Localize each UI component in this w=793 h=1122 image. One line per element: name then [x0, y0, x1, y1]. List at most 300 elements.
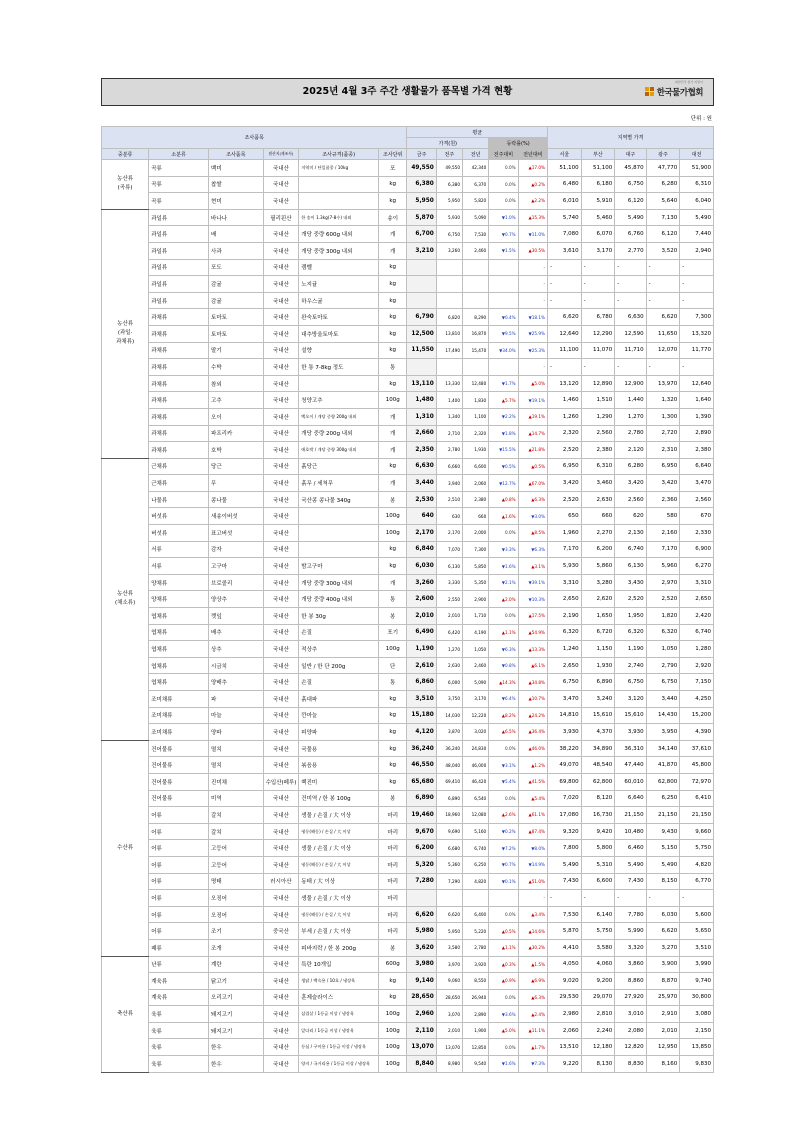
- regional-price-cell: 1,050: [646, 641, 680, 658]
- unit-cell: 100g: [379, 1022, 407, 1039]
- item-name-cell: 새송이버섯: [209, 508, 264, 525]
- unit-cell: kg: [379, 541, 407, 558]
- spec-cell: 손질: [299, 674, 379, 691]
- regional-price-cell: 6,950: [646, 458, 680, 475]
- origin-cell: 국내산: [263, 259, 299, 276]
- regional-price-cell: 45,870: [615, 160, 646, 177]
- origin-cell: 국내산: [263, 176, 299, 193]
- unit-cell: kg: [379, 707, 407, 724]
- last-week-price-cell: 6,890: [436, 790, 462, 807]
- table-row: [102, 1006, 714, 1023]
- last-week-price-cell: 1,340: [436, 408, 462, 425]
- vs-last-year-cell: ▲6.1%: [518, 657, 547, 674]
- vs-last-year-cell: -: [518, 359, 547, 376]
- spec-cell: 적상추: [299, 641, 379, 658]
- unit-cell: 100g: [379, 1006, 407, 1023]
- regional-price-cell: 7,440: [680, 226, 714, 243]
- header-major: 중분류: [102, 149, 149, 160]
- regional-price-cell: 3,930: [615, 724, 646, 741]
- regional-price-cell: 3,120: [615, 691, 646, 708]
- vs-last-year-cell: ▼18.1%: [518, 309, 547, 326]
- regional-price-cell: 6,180: [581, 176, 615, 193]
- regional-price-cell: 1,190: [615, 641, 646, 658]
- table-row: [102, 458, 714, 475]
- regional-price-cell: 2,190: [548, 608, 582, 625]
- regional-price-cell: 5,930: [548, 558, 582, 575]
- regional-price-cell: -: [615, 890, 646, 907]
- regional-price-cell: 5,750: [680, 840, 714, 857]
- regional-price-cell: 11,770: [680, 342, 714, 359]
- table-row: [102, 558, 714, 575]
- regional-price-cell: 5,750: [581, 923, 615, 940]
- vs-last-year-cell: ▲3.4%: [518, 906, 547, 923]
- last-year-price-cell: 5,850: [463, 558, 489, 575]
- origin-cell: 국내산: [263, 674, 299, 691]
- unit-cell: 마리: [379, 873, 407, 890]
- regional-price-cell: -: [548, 276, 582, 293]
- spec-cell: 동태 / 大 이상: [299, 873, 379, 890]
- this-week-price-cell: 9,140: [407, 973, 436, 990]
- spec-cell: 노지귤: [299, 276, 379, 293]
- vs-last-year-cell: ▲1.2%: [518, 757, 547, 774]
- item-name-cell: 양배추: [209, 674, 264, 691]
- last-week-price-cell: 6,750: [436, 226, 462, 243]
- regional-price-cell: 2,520: [615, 591, 646, 608]
- vs-last-year-cell: ▲10.7%: [518, 691, 547, 708]
- regional-price-cell: 37,610: [680, 740, 714, 757]
- regional-price-cell: 30,800: [680, 989, 714, 1006]
- regional-price-cell: -: [680, 890, 714, 907]
- regional-price-cell: 8,120: [581, 790, 615, 807]
- regional-price-cell: 8,830: [615, 1056, 646, 1073]
- last-year-price-cell: 1,050: [463, 641, 489, 658]
- report-page: [101, 78, 714, 1073]
- regional-price-cell: 6,750: [615, 674, 646, 691]
- vs-last-week-cell: ▼0.7%: [489, 226, 518, 243]
- regional-price-cell: 5,990: [615, 923, 646, 940]
- regional-price-cell: 13,120: [548, 375, 582, 392]
- minor-category-cell: 난류: [149, 956, 209, 973]
- table-row: [102, 989, 714, 1006]
- spec-cell: 깐마늘: [299, 707, 379, 724]
- regional-price-cell: 7,130: [646, 209, 680, 226]
- table-row: [102, 408, 714, 425]
- regional-price-cell: 5,650: [680, 923, 714, 940]
- table-row: [102, 209, 714, 226]
- item-name-cell: 고추: [209, 392, 264, 409]
- regional-price-cell: 15,200: [680, 707, 714, 724]
- regional-price-cell: 1,960: [548, 525, 582, 542]
- regional-price-cell: 1,270: [615, 408, 646, 425]
- minor-category-cell: 과일류: [149, 226, 209, 243]
- table-row: [102, 160, 714, 177]
- origin-cell: 국내산: [263, 160, 299, 177]
- origin-cell: 국내산: [263, 906, 299, 923]
- regional-price-cell: 650: [548, 508, 582, 525]
- regional-price-cell: 6,120: [615, 193, 646, 210]
- regional-price-cell: 6,250: [646, 790, 680, 807]
- spec-cell: 개당 중량 200g 내외: [299, 425, 379, 442]
- regional-price-cell: 2,130: [615, 525, 646, 542]
- vs-last-year-cell: ▲6.9%: [518, 973, 547, 990]
- last-week-price-cell: [436, 890, 462, 907]
- unit-cell: kg: [379, 724, 407, 741]
- spec-cell: 밤고구마: [299, 558, 379, 575]
- vs-last-week-cell: ▲6.5%: [489, 724, 518, 741]
- regional-price-cell: 12,590: [615, 325, 646, 342]
- unit-cell: kg: [379, 375, 407, 392]
- last-year-price-cell: 3,170: [463, 691, 489, 708]
- regional-price-cell: 21,150: [680, 807, 714, 824]
- minor-category-cell: 과채류: [149, 442, 209, 459]
- vs-last-week-cell: ▼15.5%: [489, 442, 518, 459]
- last-week-price-cell: 2,510: [436, 491, 462, 508]
- this-week-price-cell: 28,650: [407, 989, 436, 1006]
- minor-category-cell: 어류: [149, 873, 209, 890]
- table-row: [102, 956, 714, 973]
- spec-cell: 개당 중량 400g 내외: [299, 591, 379, 608]
- major-category-cell: 축산류: [102, 956, 149, 1072]
- regional-price-cell: 3,950: [646, 724, 680, 741]
- item-name-cell: 감자: [209, 541, 264, 558]
- regional-price-cell: 6,900: [680, 541, 714, 558]
- regional-price-cell: -: [548, 259, 582, 276]
- regional-price-cell: 3,860: [615, 956, 646, 973]
- vs-last-year-cell: ▲67.0%: [518, 475, 547, 492]
- vs-last-week-cell: 0.0%: [489, 608, 518, 625]
- last-week-price-cell: 6,820: [436, 309, 462, 326]
- spec-cell: [299, 176, 379, 193]
- item-name-cell: 참외: [209, 375, 264, 392]
- regional-price-cell: 5,490: [680, 209, 714, 226]
- logo-mark-icon: [645, 87, 655, 97]
- unit-cell: 통: [379, 359, 407, 376]
- last-year-price-cell: 6,600: [463, 458, 489, 475]
- regional-price-cell: 2,080: [615, 1022, 646, 1039]
- header-minor: 소분류: [149, 149, 209, 160]
- vs-last-year-cell: ▲21.8%: [518, 442, 547, 459]
- regional-price-cell: 12,820: [615, 1039, 646, 1056]
- last-week-price-cell: 2,010: [436, 608, 462, 625]
- this-week-price-cell: 2,960: [407, 1006, 436, 1023]
- this-week-price-cell: 65,680: [407, 773, 436, 790]
- vs-last-year-cell: ▲61.1%: [518, 807, 547, 824]
- regional-price-cell: 2,560: [581, 425, 615, 442]
- table-row: [102, 790, 714, 807]
- vs-last-year-cell: ▲24.2%: [518, 707, 547, 724]
- regional-price-cell: 2,940: [680, 242, 714, 259]
- regional-price-cell: 2,770: [615, 242, 646, 259]
- regional-price-cell: 1,290: [581, 408, 615, 425]
- vs-last-year-cell: -: [518, 276, 547, 293]
- regional-price-cell: 14,430: [646, 707, 680, 724]
- regional-price-cell: 6,280: [615, 458, 646, 475]
- vs-last-year-cell: ▲6.3%: [518, 491, 547, 508]
- regional-price-cell: 4,050: [548, 956, 582, 973]
- item-name-cell: 딸기: [209, 342, 264, 359]
- last-year-price-cell: 5,820: [463, 193, 489, 210]
- item-name-cell: 계란: [209, 956, 264, 973]
- regional-price-cell: 6,320: [646, 624, 680, 641]
- item-name-cell: 양파: [209, 724, 264, 741]
- origin-cell: 국내산: [263, 491, 299, 508]
- this-week-price-cell: 2,110: [407, 1022, 436, 1039]
- regional-price-cell: 11,070: [581, 342, 615, 359]
- spec-cell: 백진미: [299, 773, 379, 790]
- spec-cell: 냉동(해동) / 손질 / 大 이상: [299, 856, 379, 873]
- minor-category-cell: 과채류: [149, 375, 209, 392]
- regional-price-cell: 5,600: [680, 906, 714, 923]
- item-name-cell: 감귤: [209, 276, 264, 293]
- last-year-price-cell: 5,160: [463, 823, 489, 840]
- regional-price-cell: 47,440: [615, 757, 646, 774]
- vs-last-year-cell: ▲51.0%: [518, 873, 547, 890]
- item-name-cell: 무: [209, 475, 264, 492]
- unit-cell: 포: [379, 160, 407, 177]
- item-name-cell: 진미채: [209, 773, 264, 790]
- minor-category-cell: 건어물류: [149, 757, 209, 774]
- regional-price-cell: 13,850: [680, 1039, 714, 1056]
- vs-last-week-cell: 0.0%: [489, 176, 518, 193]
- vs-last-year-cell: ▲36.4%: [518, 724, 547, 741]
- regional-price-cell: 5,490: [646, 856, 680, 873]
- vs-last-week-cell: ▼1.5%: [489, 242, 518, 259]
- item-name-cell: 수박: [209, 359, 264, 376]
- vs-last-week-cell: ▲0.9%: [489, 973, 518, 990]
- vs-last-year-cell: ▲30.2%: [518, 939, 547, 956]
- regional-price-cell: -: [615, 259, 646, 276]
- minor-category-cell: 과일류: [149, 209, 209, 226]
- regional-price-cell: -: [680, 276, 714, 293]
- vs-last-year-cell: ▼10.3%: [518, 591, 547, 608]
- regional-price-cell: 2,980: [548, 1006, 582, 1023]
- regional-price-cell: 3,320: [615, 939, 646, 956]
- vs-last-week-cell: [489, 292, 518, 309]
- last-week-price-cell: 3,330: [436, 574, 462, 591]
- spec-cell: 생물 / 손질 / 大 이상: [299, 807, 379, 824]
- spec-cell: 생물 / 손질 / 大 이상: [299, 840, 379, 857]
- minor-category-cell: 과채류: [149, 325, 209, 342]
- regional-price-cell: 8,150: [646, 873, 680, 890]
- regional-price-cell: 16,730: [581, 807, 615, 824]
- regional-price-cell: 3,280: [581, 574, 615, 591]
- unit-cell: 포기: [379, 624, 407, 641]
- this-week-price-cell: 6,860: [407, 674, 436, 691]
- minor-category-cell: 근채류: [149, 475, 209, 492]
- spec-cell: 청양고추: [299, 392, 379, 409]
- this-week-price-cell: 5,980: [407, 923, 436, 940]
- origin-cell: 국내산: [263, 442, 299, 459]
- minor-category-cell: 계육류: [149, 989, 209, 1006]
- logo-name: 한국물가협회: [656, 88, 703, 98]
- origin-cell: 국내산: [263, 608, 299, 625]
- title-bar: [101, 78, 714, 106]
- regional-price-cell: 3,010: [615, 1006, 646, 1023]
- unit-cell: 100g: [379, 525, 407, 542]
- unit-cell: 마리: [379, 923, 407, 940]
- item-name-cell: 호박: [209, 442, 264, 459]
- origin-cell: 국내산: [263, 558, 299, 575]
- regional-price-cell: 6,950: [548, 458, 582, 475]
- item-name-cell: 브로콜리: [209, 574, 264, 591]
- major-category-cell: 농산류 (곡류): [102, 160, 149, 210]
- regional-price-cell: 1,300: [646, 408, 680, 425]
- vs-last-year-cell: ▲0.5%: [518, 458, 547, 475]
- item-name-cell: 오징어: [209, 890, 264, 907]
- this-week-price-cell: 3,210: [407, 242, 436, 259]
- regional-price-cell: 4,390: [680, 724, 714, 741]
- unit-cell: 마리: [379, 890, 407, 907]
- regional-price-cell: 3,080: [680, 1006, 714, 1023]
- this-week-price-cell: 5,320: [407, 856, 436, 873]
- minor-category-cell: 조미채류: [149, 691, 209, 708]
- regional-price-cell: 9,200: [581, 973, 615, 990]
- minor-category-cell: 어류: [149, 840, 209, 857]
- item-name-cell: 오리고기: [209, 989, 264, 1006]
- this-week-price-cell: 3,260: [407, 574, 436, 591]
- regional-price-cell: 29,070: [581, 989, 615, 1006]
- last-week-price-cell: 1,270: [436, 641, 462, 658]
- regional-price-cell: 5,800: [581, 840, 615, 857]
- table-row: [102, 342, 714, 359]
- origin-cell: 국내산: [263, 1022, 299, 1039]
- last-week-price-cell: 14,030: [436, 707, 462, 724]
- last-year-price-cell: 2,900: [463, 591, 489, 608]
- this-week-price-cell: 6,200: [407, 840, 436, 857]
- origin-cell: 국내산: [263, 508, 299, 525]
- regional-price-cell: 2,630: [581, 491, 615, 508]
- regional-price-cell: 2,310: [646, 442, 680, 459]
- origin-cell: 국내산: [263, 973, 299, 990]
- minor-category-cell: 계육류: [149, 973, 209, 990]
- regional-price-cell: 1,440: [615, 392, 646, 409]
- last-week-price-cell: 18,960: [436, 807, 462, 824]
- this-week-price-cell: 6,620: [407, 906, 436, 923]
- last-year-price-cell: [463, 292, 489, 309]
- vs-last-year-cell: ▲17.5%: [518, 608, 547, 625]
- last-week-price-cell: 6,380: [436, 176, 462, 193]
- vs-last-week-cell: ▲0.8%: [489, 491, 518, 508]
- regional-price-cell: 6,740: [680, 624, 714, 641]
- this-week-price-cell: 2,350: [407, 442, 436, 459]
- last-year-price-cell: 12,850: [463, 1039, 489, 1056]
- unit-cell: 마리: [379, 840, 407, 857]
- table-row: [102, 292, 714, 309]
- regional-price-cell: 6,280: [646, 176, 680, 193]
- item-name-cell: 바나나: [209, 209, 264, 226]
- origin-cell: 국내산: [263, 591, 299, 608]
- last-year-price-cell: 3,920: [463, 956, 489, 973]
- last-week-price-cell: 3,970: [436, 956, 462, 973]
- regional-price-cell: 8,160: [646, 1056, 680, 1073]
- regional-price-cell: 6,270: [680, 558, 714, 575]
- regional-price-cell: -: [548, 890, 582, 907]
- regional-price-cell: 6,120: [646, 226, 680, 243]
- unit-note: 단위 : 원: [690, 116, 712, 122]
- last-week-price-cell: 6,130: [436, 558, 462, 575]
- vs-last-year-cell: ▲19.1%: [518, 408, 547, 425]
- vs-last-week-cell: ▼3.6%: [489, 1006, 518, 1023]
- last-week-price-cell: 69,410: [436, 773, 462, 790]
- origin-cell: 국내산: [263, 790, 299, 807]
- regional-price-cell: 9,420: [581, 823, 615, 840]
- this-week-price-cell: 13,070: [407, 1039, 436, 1056]
- regional-price-cell: 2,520: [646, 591, 680, 608]
- vs-last-year-cell: ▲15.3%: [518, 209, 547, 226]
- vs-last-week-cell: ▲0.3%: [489, 956, 518, 973]
- vs-last-week-cell: [489, 259, 518, 276]
- item-name-cell: 고등어: [209, 840, 264, 857]
- regional-price-cell: 1,650: [581, 608, 615, 625]
- minor-category-cell: 육류: [149, 1039, 209, 1056]
- unit-cell: 봉: [379, 939, 407, 956]
- regional-price-cell: 3,420: [615, 475, 646, 492]
- item-name-cell: 오징어: [209, 906, 264, 923]
- regional-price-cell: 2,240: [581, 1022, 615, 1039]
- regional-price-cell: 6,040: [680, 193, 714, 210]
- regional-price-cell: 5,460: [581, 209, 615, 226]
- unit-cell: kg: [379, 292, 407, 309]
- table-row: [102, 641, 714, 658]
- origin-cell: 국내산: [263, 276, 299, 293]
- origin-cell: 국내산: [263, 541, 299, 558]
- last-year-price-cell: 1,930: [463, 442, 489, 459]
- vs-last-week-cell: ▼3.3%: [489, 541, 518, 558]
- minor-category-cell: 어류: [149, 807, 209, 824]
- this-week-price-cell: 12,500: [407, 325, 436, 342]
- regional-price-cell: 9,740: [680, 973, 714, 990]
- minor-category-cell: 과일류: [149, 276, 209, 293]
- spec-cell: 부세 / 손질 / 大 이상: [299, 923, 379, 940]
- vs-last-week-cell: 0.0%: [489, 906, 518, 923]
- vs-last-year-cell: ▼14.9%: [518, 856, 547, 873]
- spec-cell: 백오이 / 개당 중량 200g 내외: [299, 408, 379, 425]
- regional-price-cell: 2,650: [680, 591, 714, 608]
- last-week-price-cell: [436, 259, 462, 276]
- item-name-cell: 파프리카: [209, 425, 264, 442]
- this-week-price-cell: 6,490: [407, 624, 436, 641]
- regional-price-cell: 5,490: [548, 856, 582, 873]
- origin-cell: 국내산: [263, 740, 299, 757]
- unit-cell: kg: [379, 973, 407, 990]
- item-name-cell: 멸치: [209, 740, 264, 757]
- minor-category-cell: 곡류: [149, 160, 209, 177]
- header-city-busan: 부산: [581, 149, 615, 160]
- origin-cell: 국내산: [263, 890, 299, 907]
- header-regional: 지역별 가격: [548, 127, 714, 149]
- major-category-cell: 수산류: [102, 740, 149, 956]
- origin-cell: 국내산: [263, 408, 299, 425]
- regional-price-cell: 3,470: [680, 475, 714, 492]
- this-week-price-cell: 36,240: [407, 740, 436, 757]
- vs-last-week-cell: [489, 276, 518, 293]
- last-week-price-cell: 3,070: [436, 1006, 462, 1023]
- regional-price-cell: 34,890: [581, 740, 615, 757]
- vs-last-week-cell: ▲14.3%: [489, 674, 518, 691]
- table-row: [102, 325, 714, 342]
- minor-category-cell: 과채류: [149, 342, 209, 359]
- spec-cell: [299, 193, 379, 210]
- minor-category-cell: 육류: [149, 1022, 209, 1039]
- minor-category-cell: 육류: [149, 1006, 209, 1023]
- unit-cell: kg: [379, 691, 407, 708]
- regional-price-cell: 1,820: [646, 608, 680, 625]
- last-week-price-cell: 13,330: [436, 375, 462, 392]
- regional-price-cell: 11,100: [548, 342, 582, 359]
- vs-last-week-cell: ▼0.4%: [489, 309, 518, 326]
- vs-last-week-cell: ▼1.0%: [489, 209, 518, 226]
- table-row: [102, 475, 714, 492]
